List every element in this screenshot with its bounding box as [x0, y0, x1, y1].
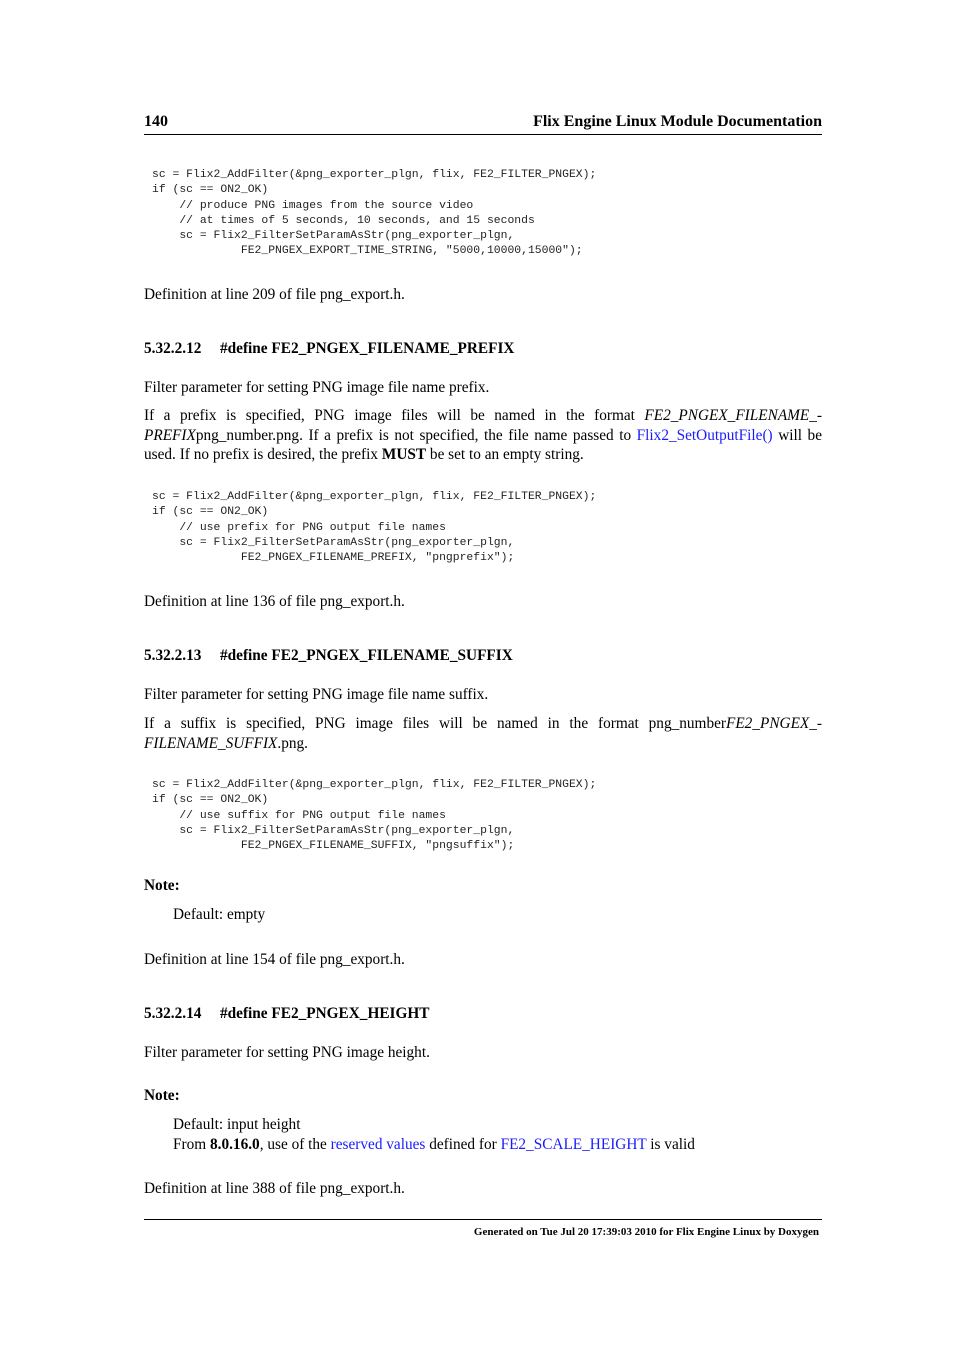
section-title: #define FE2_PNGEX_HEIGHT [220, 1005, 430, 1022]
section-number: 5.32.2.14 [144, 1005, 202, 1022]
section-description: If a suffix is specified, PNG image files will be named in the format png_numberFE2_PNGEX_-FILENAME_SUFFIX.png. [144, 715, 822, 752]
note-text: Default: input height From 8.0.16.0, use of the reserved values defined for FE2_SCALE_HEIGHT is valid [173, 1116, 695, 1153]
code-block: sc = Flix2_AddFilter(&png_exporter_plgn, flix, FE2_FILTER_PNGEX); if (sc == ON2_OK) // use prefix for PNG output file names sc = Flix2_FilterSetParamAsStr(png_exporter_plgn, FE2_PNGEX_FILENAME_PREFIX, "pngprefix"); [152, 491, 597, 565]
page-footer [144, 1219, 822, 1239]
definition-line: Definition at line 154 of file png_export.h. [144, 951, 405, 968]
note-box [144, 1087, 822, 1154]
definition-line: Definition at line 209 of file png_export.h. [144, 286, 405, 303]
code-block: sc = Flix2_AddFilter(&png_exporter_plgn, flix, FE2_FILTER_PNGEX); if (sc == ON2_OK) // produce PNG images from the source video // at times of 5 seconds, 10 seconds, and 15 seconds sc = Flix2_FilterSetParamAsStr(png_exporter_plgn, FE2_PNGEX_EXPORT_TIME_STRING, "5000,10000,15000"); [152, 169, 597, 258]
document-title: Flix Engine Linux Module Documentation [533, 113, 822, 130]
section-description: If a prefix is specified, PNG image files will be named in the format FE2_PNGEX_FILENAME_-PREFIXpng_number.png. If a prefix is not specified, the file name passed to Flix2_SetOutputFile() will be used. If no prefix is desired, the prefix MUST be set to an empty string. [144, 407, 822, 463]
section-heading-filename-prefix [144, 340, 822, 358]
macro-name: FE2_PNGEX_FILENAME_-PREFIX [144, 407, 822, 444]
section-summary: Filter parameter for setting PNG image height. [144, 1044, 430, 1061]
code-example-export-time [144, 168, 822, 260]
footer-text: Generated on Tue Jul 20 17:39:03 2010 for Flix Engine Linux by Doxygen [473, 1226, 819, 1238]
code-block: sc = Flix2_AddFilter(&png_exporter_plgn, flix, FE2_FILTER_PNGEX); if (sc == ON2_OK) // use suffix for PNG output file names sc = Flix2_FilterSetParamAsStr(png_exporter_plgn, FE2_PNGEX_FILENAME_SUFFIX, "pngsuffix"); [152, 779, 597, 853]
definition-line: Definition at line 136 of file png_export.h. [144, 593, 405, 610]
page-number: 140 [144, 113, 168, 130]
page-header [144, 113, 822, 135]
version-number: 8.0.16.0 [209, 1135, 260, 1153]
note-box [144, 877, 822, 925]
link-reserved-values[interactable]: reserved values [330, 1135, 426, 1153]
section-heading-height [144, 1005, 822, 1023]
section-number: 5.32.2.13 [144, 647, 202, 664]
section-title: #define FE2_PNGEX_FILENAME_PREFIX [220, 340, 515, 357]
macro-name: FE2_PNGEX_-FILENAME_SUFFIX [144, 715, 822, 752]
section-title: #define FE2_PNGEX_FILENAME_SUFFIX [220, 647, 513, 664]
section-summary: Filter parameter for setting PNG image file name prefix. [144, 379, 490, 396]
code-example-suffix [144, 778, 822, 854]
section-summary: Filter parameter for setting PNG image file name suffix. [144, 686, 489, 703]
link-flix2-setoutputfile[interactable]: Flix2_SetOutputFile() [636, 426, 773, 444]
section-heading-filename-suffix [144, 647, 822, 665]
code-example-prefix [144, 490, 822, 566]
section-number: 5.32.2.12 [144, 340, 202, 357]
link-fe2-scale-height[interactable]: FE2_SCALE_HEIGHT [500, 1135, 647, 1153]
note-label: Note: [144, 1087, 180, 1104]
emphasis-must: MUST [381, 446, 427, 463]
note-label: Note: [144, 877, 180, 894]
definition-line: Definition at line 388 of file png_export.h. [144, 1180, 405, 1197]
note-text: Default: empty [173, 906, 266, 923]
